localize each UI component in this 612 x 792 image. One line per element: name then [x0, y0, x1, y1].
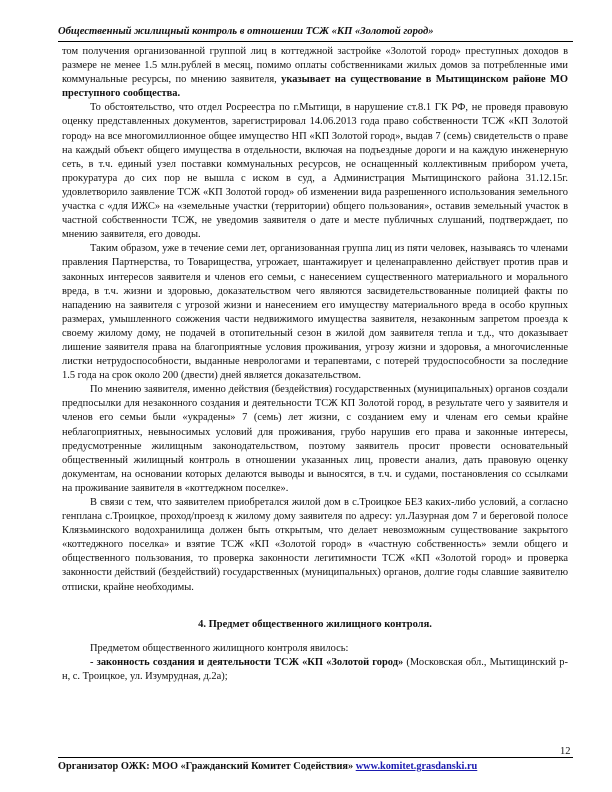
paragraph-5: В связи с тем, что заявителем приобретался жилой дом в с.Троицкое БЕЗ каких-либо условий, а согласно генплана с.Троицкое, проход/проезд к жилому дому заявителя по адресу: ул.Лазурная дом 7 и береговой полосе Клязьминского водохранилища должен быть открытым, что делает невозможным существование закрытого «коттеджного поселка» и взятие ТСЖ «КП «Золотой город» в «частную собственность» земли общего и общественного пользования, то проверка законности легитимности ТСЖ «КП «Золотой город» и проверка законности действий (бездействий) государственных (муниципальных) органов, долгие годы славшие заявителю отписки, крайне необходимы. [62, 497, 568, 593]
footer-divider [58, 757, 573, 758]
document-body [62, 45, 568, 684]
footer-organizer: Организатор ОЖК: МОО «Гражданский Комитет Содействия» [58, 761, 354, 772]
section-intro: Предметом общественного жилищного контроля явилось: [90, 642, 349, 654]
footer-website-link[interactable]: www.komitet.grasdanski.ru [355, 761, 478, 772]
section-item-1-bold: - законность создания и деятельности ТСЖ «КП «Золотой город» [90, 656, 404, 668]
paragraph-1-emphasis: указывает на существование в Мытищинском районе МО преступного сообщества. [62, 74, 569, 100]
paragraph-1 [62, 45, 568, 101]
section-item-1 [62, 656, 568, 684]
header-divider [58, 41, 573, 42]
paragraph-2: То обстоятельство, что отдел Росреестра по г.Мытищи, в нарушение ст.8.1 ГК РФ, не проведя правовую оценку представленных документов, зарегистрировал 14.06.2013 года право собственности ТСЖ «КП Золотой город» на все многомиллионное общее имущество НП «КП Золотой город», выдав 7 (семь) свидетельств о праве на каждый объект общего имущества в отдельности, включая на подъездные дороги и на каждую инженерную сеть, в т.ч. единый узел поставки коммунальных ресурсов, не оснащенный коллективным прибором учета, прокуратура до сих пор не вышла с иском в суд, а Администрация Мытищинского района 31.12.15г. удовлетворило заявление ТСЖ «КП Золотой город» об изменении вида разрешенного использования земельного участка с «для ИЖС» на «земельные участки (территории) общего пользования», оставив земельный участок в частной собственности ТСЖ, не уведомив заявителя о дате и месте публичных слушаний, подтверждает, по мнению заявителя, его доводы. [62, 102, 568, 241]
paragraph-3: Таким образом, уже в течение семи лет, организованная группа лиц из пяти человек, называясь то членами правления Партнерства, то Товарищества, угрожает, шантажирует и целенаправленно действует против прав и законных интересов заявителя и членов его семьи, с нанесением существенного материального и морального вреда, в т.ч. жизни и здоровью, доказательством чего являются засвидетельствованные полицией факты по нападению на заявителя с угрозой жизни и нанесением его имуществу материального вреда в особо крупных размерах, умышленного сожжения части недвижимого имущества заявителя, незаконным запретом проезда к своему жилому дому, не подачей в отопительный сезон в жилой дом заявителя тепла и т.д., что доказывает лишение заявителя права на благоприятные условия проживания, угрозу жизни и здоровья, а многочисленные листки нетрудоспособности, выданные неврологами и терапевтами, с потерей трудоспособности за последние 1.5 года на срок около 200 (двести) дней является доказательством. [62, 243, 568, 382]
section-item-1-rest: (Московская обл., Мытищинский р-н, с. Троицкое, ул. Изумрудная, д.2а); [62, 656, 568, 682]
paragraph-4: По мнению заявителя, именно действия (бездействия) государственных (муниципальных) органов создали предпосылки для незаконного создания и деятельности ТСЖ КП Золотой город, в результате чего у заявителя и членов его семьи были «украдены» 7 (семь) лет жизни, с созданием ему и членам его семьи крайне неблагоприятных, невыносимых условий для проживания, грубо нарушив его права и законные интересы, предусмотренные жилищным законодательством, поэтому заявитель просит провести основательный общественный жилищный контроль в отношении указанных лиц, провести анализ, дать правовую оценку документам, на основании которых делаются выводы и выносятся, в т.ч. и судами, постановления со ссылками на проживание заявителя в «коттеджном поселке». [62, 384, 568, 494]
page-header: Общественный жилищный контроль в отношении ТСЖ «КП «Золотой город» [58, 26, 434, 37]
page-footer [58, 761, 573, 772]
paragraph-1-text: том получения организованной группой лиц в коттеджной застройке «Золотой город» преступных доходов в размере не менее 1.5 млн.рублей в месяц, помимо оплаты собственниками жилых домов за потребленные ими коммунальные ресурсы, по мнению заявителя, [62, 46, 568, 86]
page-number: 12 [560, 746, 571, 757]
section-heading: 4. Предмет общественного жилищного контроля. [198, 618, 432, 630]
